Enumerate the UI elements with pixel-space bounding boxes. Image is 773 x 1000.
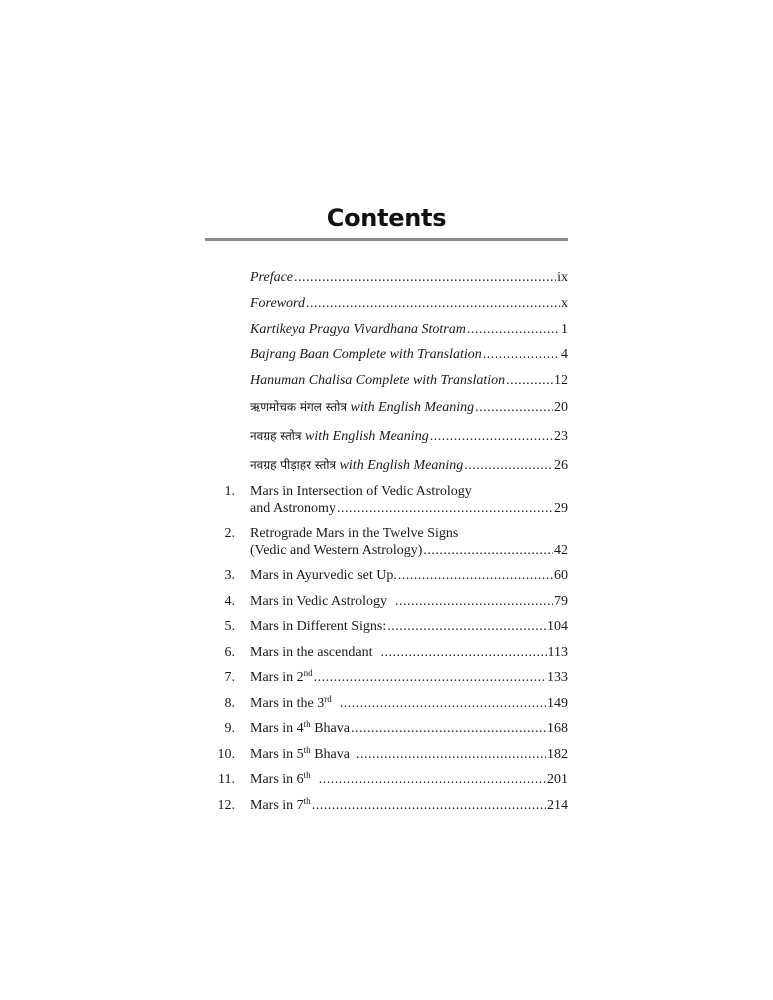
toc-page-number: 4 [561,347,568,362]
toc-entry-title-devanagari: नवग्रह पीड़ाहर स्तोत्र [250,458,337,472]
toc-entry-title-line1: Mars in Intersection of Vedic Astrology [250,484,472,499]
toc-page-number: ix [557,270,568,285]
toc-page-number: 29 [554,501,568,516]
toc-chapter-number: 1. [224,484,235,499]
toc-page-number: 149 [547,696,568,711]
toc-entry-title: Mars in Different Signs: [250,619,387,634]
toc-chapter-number: 2. [224,526,235,541]
toc-page-number: 201 [547,772,568,787]
toc-entry-title: Preface [250,270,294,285]
toc-chapter-number: 11. [218,772,235,787]
toc-page-number: 42 [554,543,568,558]
toc-entry-title: (Vedic and Western Astrology) [250,543,423,558]
toc-page-number: 113 [547,645,568,660]
toc-chapter-number: 3. [224,568,235,583]
toc-page-number: 12 [554,373,568,388]
toc-page-number: 168 [547,721,568,736]
toc-entry-title: and Astronomy [250,501,336,516]
toc-entry-title: Bajrang Baan Complete with Translation [250,347,482,362]
toc-entry-title: Mars in Ayurvedic set Up. [250,568,397,583]
toc-chapter-number: 8. [224,696,235,711]
toc-page-number: 20 [554,400,568,415]
toc-chapter-number: 9. [224,721,235,736]
toc-page-number: 104 [547,619,568,634]
toc-entry-title: Foreword [250,296,305,311]
toc-entry-title: Mars in 2nd [250,668,313,685]
toc-entry-title: Mars in the 3rd [250,694,332,711]
toc-entry-title: Mars in Vedic Astrology [250,594,388,609]
toc-page-number: 182 [547,747,568,762]
toc-entry-title: Mars in 7th [250,796,311,813]
toc-entry-title: with English Meaning [346,400,475,415]
toc-entry-title: with English Meaning [301,429,429,444]
toc-chapter-number: 7. [224,670,235,685]
toc-page-number: 133 [547,670,568,685]
toc-page-number: 214 [547,798,568,813]
toc-chapter-number: 12. [217,798,235,813]
toc-entry-title-devanagari: ऋणमोचक मंगल स्तोत्र [250,400,347,414]
toc-page-number: 60 [554,568,568,583]
toc-entry-title-line1: Retrograde Mars in the Twelve Signs [250,526,459,541]
toc-entry-title: with English Meaning [336,458,464,473]
toc-page-number: 26 [554,458,568,473]
toc-entry-title: Mars in 5th Bhava [250,745,350,762]
toc-page-number: 23 [554,429,568,444]
toc-entry-title: Hanuman Chalisa Complete with Translation [250,373,506,388]
toc-entry-title: Mars in the ascendant [250,645,373,660]
toc-entry-title-devanagari: नवग्रह स्तोत्र [250,429,302,443]
toc-chapter-number: 10. [217,747,235,762]
toc-page-number: 79 [554,594,568,609]
toc-entry-title: Mars in 6th [250,770,311,787]
toc-chapter-number: 5. [224,619,235,634]
toc-page-number: 1 [561,322,568,337]
toc-entry-title: Kartikeya Pragya Vivardhana Stotram [250,322,466,337]
toc-page-number: x [561,296,568,311]
toc-entry-title: Mars in 4th Bhava [250,719,350,736]
toc-chapter-number: 6. [224,645,235,660]
page-title: Contents [326,204,447,232]
toc-chapter-number: 4. [224,594,235,609]
